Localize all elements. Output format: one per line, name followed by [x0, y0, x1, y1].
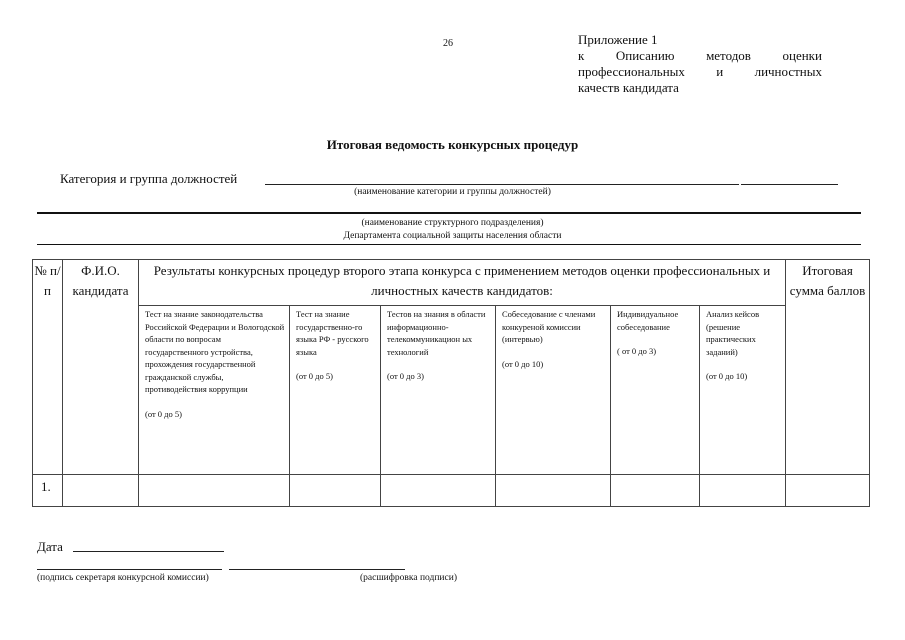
table-row [33, 475, 870, 507]
cell-fio [63, 475, 139, 507]
category-fill-line-extra [741, 184, 838, 185]
signature-decode-line [229, 569, 405, 570]
subheader-law-test: Тест на знание законодательства Российской Федерации и Вологодской области по вопросам государственного устройства, прохождения государственной гражданской службы, противодействия коррупции (от 0 до 5) [139, 306, 290, 475]
row-number: 1. [33, 475, 63, 507]
secretary-signature-caption: (подпись секретаря конкурсной комиссии) [37, 573, 209, 583]
appendix-line-2: к Описанию методов оценки [578, 48, 822, 63]
cell-score [700, 475, 786, 507]
cell-score [290, 475, 381, 507]
header-total: Итоговая сумма баллов [786, 260, 870, 475]
subheader-cases: Анализ кейсов (решение практических заданий) (от 0 до 10) [700, 306, 786, 475]
results-table [32, 259, 870, 507]
department-name: Департамента социальной защиты населения области [343, 231, 562, 241]
department-underline [37, 244, 861, 245]
cell-score [611, 475, 700, 507]
cell-score [496, 475, 611, 507]
subheader-interview: Собеседование с членами конкуреной комиссии (интервью) (от 0 до 10) [496, 306, 611, 475]
cell-total [786, 475, 870, 507]
subheader-individual: Индивидуальное собеседование ( от 0 до 3) [611, 306, 700, 475]
signature-decode-caption: (расшифровка подписи) [360, 573, 457, 583]
date-fill-line [73, 551, 224, 552]
category-fill-line [265, 184, 739, 185]
header-fio: Ф.И.О. кандидата [63, 260, 139, 475]
category-label: Категория и группа должностей [60, 171, 238, 186]
cell-score [139, 475, 290, 507]
document-title: Итоговая ведомость конкурсных процедур [326, 137, 579, 152]
page-number: 26 [443, 38, 453, 49]
appendix-line-1: Приложение 1 [578, 32, 658, 47]
appendix-line-3: профессиональных и личностных [578, 64, 822, 79]
header-num: № п/п [33, 260, 63, 475]
department-caption: (наименование структурного подразделения) [361, 218, 544, 228]
secretary-signature-line [37, 569, 222, 570]
appendix-line-4: качеств кандидата [578, 80, 679, 95]
date-label: Дата [37, 539, 63, 554]
subheader-russian-test: Тест на знание государственно-го языка РФ - русского языка (от 0 до 5) [290, 306, 381, 475]
header-results: Результаты конкурсных процедур второго этапа конкурса с применением методов оценки профессиональных и личностных качеств кандидатов: [139, 260, 786, 306]
appendix-header [578, 32, 822, 96]
category-caption: (наименование категории и группы должностей) [354, 187, 551, 197]
subheader-it-test: Тестов на знания в области информационно-телекоммуникацион ых технологий (от 0 до 3) [381, 306, 496, 475]
department-fill-line [37, 212, 861, 214]
cell-score [381, 475, 496, 507]
